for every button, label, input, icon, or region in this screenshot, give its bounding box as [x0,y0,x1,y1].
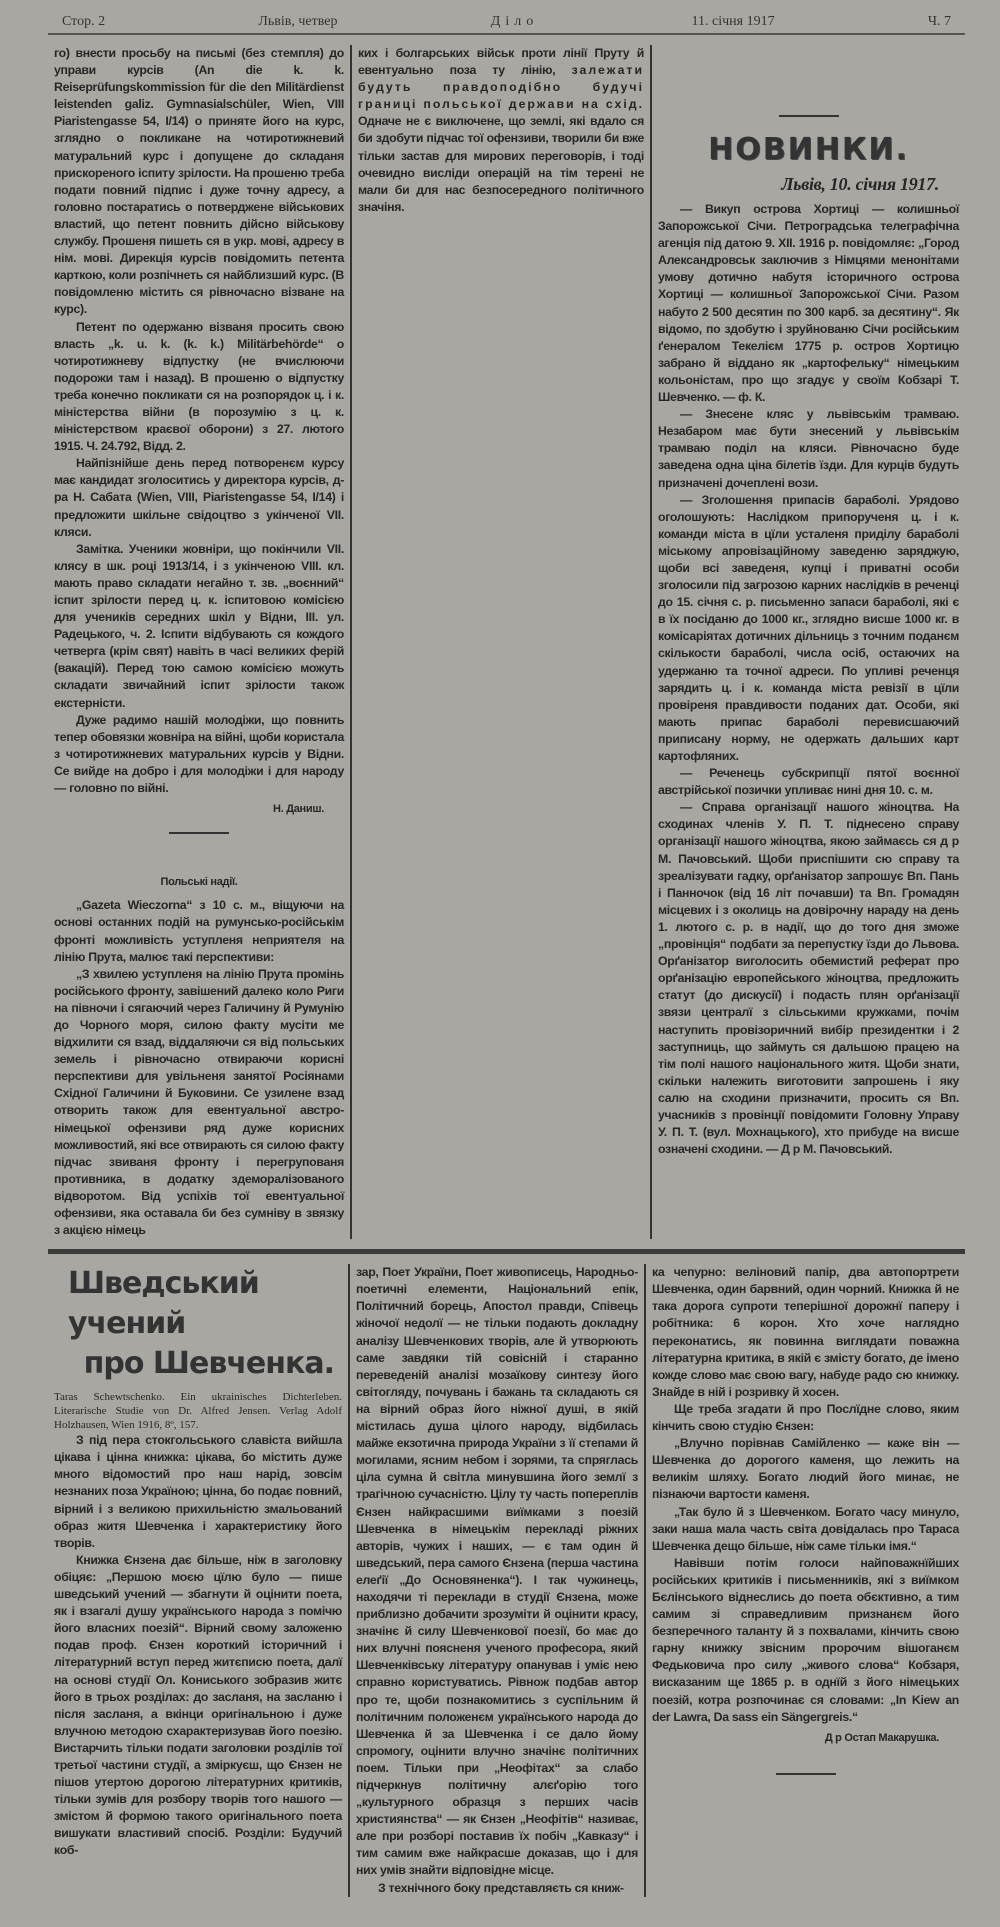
title-line: Шведський учений [68,1266,259,1342]
bottom-section [48,1264,965,1896]
issue-date: 11. січня 1917 [691,14,775,29]
article-polish-continuation [358,45,644,216]
signature: Д р Остап Макарушка. [824,1731,939,1744]
news-item [658,799,959,1158]
news-lead: — Зголошення припасів бараболі. [680,492,900,507]
signature: Н. Даниш. [273,803,324,816]
article-jensen-col2 [348,1264,644,1896]
bibliography: Taras Schewtschenko. Ein ukrainisches Dichterleben. Literarische Studie von Dr. Alfred Jensen. Verlag Adolf Holzhausen, Wien 1916, 8º, 157. [54,1391,342,1432]
paragraph: Найпізнійше день перед потворенєм курсу має кандидат зголоситись у директора курсів, д-ра Н. Сабата (Wien, VIII, Piaristengasse 54, I/14) і предложити шкільне свідоцтво з укінченої VII. кляси. [54,456,344,539]
place-day: Львів, четвер [258,14,338,29]
paragraph: Ще треба згадати й про Послїдне слово, яким кінчить свою студію Єнзен: [652,1401,959,1434]
article-polish-hopes [54,874,344,1239]
paragraph: Навівши потім голоси найповажнїйших російських критиків і письменників, які з виїмком Бєлінського віднеслись до поета обєктивно, а тим самим зі справедливим признанєм його безперечного таланту й з похвалами, кінчить свою гарну книжку звісним пророчим вішоганєм Федьковича про силу „живого слова“ Кобзаря, висказаним ще 1865 р. в однїй з його німецьких поезій, котра розпочинає ся словами: „In Kiew an der Lawra, Da sass ein Sängergreis.“ [652,1555,959,1724]
text: Одначе не є виключене, що землі, які вдало ся би здобути підчас тої офензиви, творили би вже тільки застав для мирових переговорів, і тоді очевидно висліди операцій на тім терені не мали би для нас безпосередного політичного значіня. [358,114,644,214]
news-text: На сходинах членів У. П. Т. піднесено справу організації нашого жіноцтва, якою займаєсь ся д р М. Пачовський. Щоби приспішити сю справу та зреалізувати гадку, орґанізатор запрошує Вп. Пань і Панночок (від 16 літ почавши) та Вп. Громадян місцевих і з околиць на довірочну нараду на день 1. лютого с. р. в надії, що до того дня зможе „провінція“ подбати за перепустку їзди до Львова. Орґанізатор виголосить обемистий реферат про орґанізацію европейського жіноцтва, предложить статут (до дискусії) і подасть плян орґанізації звязи централї з сільськими кружками, почім наступить провізоричний вибір президентки і 2 заступниць, що займуть ся дальшою працею на тім полі нашого національного житя. Щоби знати, скільки належить виготовити запрошень і яку салю на сходини призначити, просить ся Вп. учасників з провінції повідомити Головну Управу У. П. Т. (вул. Мохнацького), хто прибуде на висше означені сходини. — Д р М. Пачовський. [658,800,959,1157]
paragraph: го) внести просьбу на письмі (без стемпля) до управи курсів (An die k. k. Reiseprüfungskommission für die den Militärdienst leistenden galiz. Gymnasialschüler, Wien, VIII Piaristengasse 54, I/14) о приняте його на курс, зглядно о покликане на чотиротижневий матуральний курс і допущене до складаня прискореного іспиту зрілости. На прошеню треба подати повний підпис і дуже точну адресу, а головно постаратись о потверджене військових властий, що петент повнить дійсно військову службу. Прошеня пишеть ся в укр. мові, адресу в нім. мові. Дирекція курсів повідомить петента карткою, коли розпічнеть ся найблизший курс. (В повідомленю містить ся рівночасно візване на курс). [54,46,345,317]
news-lead: — Справа організації нашого жіноцтва. [680,800,935,815]
news-lead: — Викуп острова Хортиці — колишньої Запорожської Січи. [658,202,959,234]
news-item [658,492,959,766]
page-header [48,12,965,35]
paragraph: Петент по одержаню візваня просить свою власть „k. u. k. (k. k.) Militärbehörde“ о чотиротижневу відпустку (не вчислюючи подорожи там і назад). В прошеню о відпустку треба конечно покликати ся на розпорядок ц. і к. міністерства війни (в порозумію з ц. к. міністерством краєвої оборони) з 27. лютого 1915. Ч. 24.792, Відд. 2. [54,319,344,454]
article-courses [54,45,344,834]
news-lead: — Знесене кляс у львівськім трамваю. [680,407,959,422]
section-rule [48,1249,965,1254]
middle-column [350,45,650,1239]
news-lead: — Реченець субскрипції пятої воєнної австрійської позички [658,766,959,798]
news-text: Петроградська телеграфічна агенція під датою 9. XII. 1916 р. повідомляє: „Город Александровськ заключив з Німцями менонітами умову дотично набутя історичного острова Хортиці — колишньої Запорожської Січи. Разом набуто 2 500 десятин по 300 карб. за десятину“. Як відомо, по здобутю і зруйнованю Січи російським ґенералом Текелієм 1775 р. остров Хортицю забрано й віддано як „картофельку“ німецьким кольоністам, про що згадує у своїм Кобзарі Т. Шевченко. — ф. К. [658,219,959,405]
section-heading: НОВИНКИ. [708,132,909,167]
news-section [650,45,965,1239]
paragraph: Книжка Єнзена дає більше, ніж в заголовку обіцяє: „Першою моєю цїлю було — пише шведський учений — збагнути й оцінити поета, як і взагалі душу українського народа з помічю його власних поезій“. Вірний свому заложеню подав проф. Єнзен короткий історичний і літературний вступ перед житєписю поета, далї на основі студії Ол. Кониського зобразив житє його в трьох розділах: до засланя, на засланю і після засланя, а вкінци оригінальною і дуже влучною методою схарактеризував його поезію. Вистарчить тільки подати заголовки розділів тої третьої частини студії, а зміркуєш, що Єнзен не пішов утертою дорогою літературних критиків, тільки зумів для розбору творів того нашого — змістом й формою такого оригінального поета вишукати властивий спосіб. Розділи: Будучий коб- [54,1552,342,1858]
paragraph: Дуже радимо нашій молодіжи, що повнить тепер обовязки жовніра на війні, щоби користала з чотиротижневих матуральних курсів у Відни. Се вийде на добро і для молодіжи і для народу — головно по війні. [54,712,344,796]
paragraph: „Так було й з Шевченком. Богато часу минуло, заки наша мала часть світа довідалась про Тараса Шевченка дещо більше, ніж саме тільки імя.“ [652,1504,959,1553]
divider [776,1773,836,1775]
issue-number: Ч. 7 [927,14,951,29]
paragraph: „Влучно порівнав Самійленко — каже він — Шевченка до дорогого каменя, що лежить на великім шляху. Богато людий його минає, не пізнаючи вартости каменя. [652,1436,959,1502]
title-line: про Шевченка. [83,1346,334,1382]
article-jensen-col3 [644,1264,965,1896]
news-text: Урядово оголошують: Наслідком припорученя ц. і к. команди міста в цїли усталеня приділу бараболі міському апровізаційному заведеню заряджую, щоби всі заведеня, купці і приватні особи зголосили під загрозою карних наслідків в реченці до 15. січня с. р. письменно запаси бараболі, які є в їх посіданю до 1000 кг., зглядно висше 1000 кг. в комісаріятах дотичних дільниць з точним поданєм скількости бараболі, числа осіб, остаючих на удержаню та точної адреси. По упливі реченця зарядить ц. і к. команда міста ревізії в цїли провіреня правдивости поданих дат. Особи, які мають припас бараболі перевисшаючий приписану норму, не одержать дальших карт картофляних. [658,492,959,763]
paragraph: Замітка. Ученики жовніри, що покінчили VII. клясу в шк. році 1913/14, і з укінченою VIII. кл. мають право складати негайно т. зв. „воєнний“ іспит зрілости перед ц. к. іспитовою комісією для учеників середних шкіл у Відни, III. ул. Радецького, ч. 2. Іспити відбувають ся кождого четверга (крім свят) навіть в часі великих ферій (вакацій). Перед тою самою комісією можуть складати звичайний іспит зрілости також екстерністи. [54,541,344,710]
divider [169,832,229,834]
newspaper-name: Діло [490,14,539,29]
news-item [658,765,959,799]
paragraph: ка чепурно: веліновий папір, два автопортрети Шевченка, один барвний, один чорний. Книжка й не така дорога супроти теперішної дорожнї паперу і робітника: 6 корон. Хто хоче наглядно переконатись, як повинна виглядати поважна літературна критика, в якій є змісту богато, де імено кожде слово має свою вагу, набуде радо сю книжку. Знайде в ній і розривку й хосен. [652,1265,959,1399]
paragraph: зар, Поет України, Поет живописець, Народньо-поетичні елементи, Національний епік, Політичний борець, Апостол правди, Співець жіночої недолї — не тільки подають докладну аналізу Шевченкових творів, але й утворюють саме завдяки тій совісній і старанно переведеній аналізі мозаїкову синтезу його світогляду, почувань і бажань та складають ся на вірний образ його ніжної душі, в якій містилась душа цілого народу, відбилась майже екзотична природа України з її степами й могилами, ясним небом і зорями, та спряглась ціла сумна й світла минувшина його землї з трагічною сучасністю. Цілу ту часть поперeплів Єнзен найкрасшими виїмками з поезій Шевченка в німецькім перекладі ріжних авторів, чужих і наших, — є там один й шведський, пера самого Єнзена (перша частина елеґії „До Основяненка“). І так чужинець, находячи ті переклади в студії Єнзена, може приблизно добачити зрозуміти й оцінити красу, значінє й силу Шевченкової поезії, бо має до них влучні поясненя ученого професора, який Шевченківську літературу опанував і уміє нею справно користуватись. Рівнож подбав автор про те, щоби познакомитись з суспільним й політичним положенєм українського народа до Шевченка й за Шевченка і се дало йому спромогу, оцінити влучно значінє політичних поем. Тільки при „Неофітах“ за слабо підчеркнув політичну алєґорію того „культурного образця з перших часів християнства“ — як Єнзен „Неофітів“ називає, але при розборі поставив їх побіч „Кавказу“ і тим самим вже найкрасше доказав, що і для них умів знайти відповідне місце. [356,1265,638,1878]
text: ких і болгарських військ проти лінії Пруту й евентуально поза ту лінію, [358,46,644,78]
article-title [54,1264,342,1384]
news-text: упливає нині дня 10. с. м. [781,783,933,798]
news-item [658,406,959,491]
article-heading: Польські надії. [160,876,238,889]
news-text: Незабаром має бути знесений у львівськім трамваю поділ на кляси. Рівночасно буде заведена одна ціна білетів їзди. Для курців будуть призначені дочеплені вози. [658,424,959,490]
left-column [48,45,350,1239]
paragraph: „З хвилею уступленя на лінію Прута промінь російського фронту, завішений далеко коло Риги на півночи і сягаючий через Галичину й Румунію до Чорного моря, силою факту мусіти ме відхилити ся взад, віддаляючи ся від польських земель і рівночасно отвираючи корисні перспективи для увільненя занятої Росіянами Східної Галичини й Буковини. Се узилене взад отворить також для евентуальної австро-німецької офензиви ряд дуже корисних можливостий, які все отвирають ся силою факту підчас звиваня фронту і перегрупованя противника, в додатку здеморалізованого відворотом. Від успіхів тої евентуальної офензиви, яка оставала би без сумніву в звязку з акцією німець [54,966,344,1238]
top-section [48,45,965,1239]
paragraph: З під пера стокгольського славіста вийшла цікава і цінна книжка: цікава, бо містить дуже много відомостий про наш нарід, зовсім незнаних поза Україною; цінна, бо подає повний, вірний і з великою прихильністю змальований образ житя Шевченка і характеристику його творів. [54,1433,342,1550]
paragraph: З технічного боку представляєть ся книж- [378,1880,624,1895]
spaced-text: залежати будуть правдоподібно будучі границі польської держави на схід. [358,63,644,112]
page-number: Стор. 2 [62,14,106,29]
dateline: Львів, 10. січня 1917. [781,174,939,194]
article-jensen-col1 [48,1264,348,1896]
paragraph: „Gazeta Wieczorna“ з 10 с. м., віщуючи на основі останних подій на румунсько-російськім фронті можливість уступленя неприятеля на лінію Прута, малює такі перспективи: [54,898,344,964]
divider [779,115,839,117]
news-item [658,201,959,406]
